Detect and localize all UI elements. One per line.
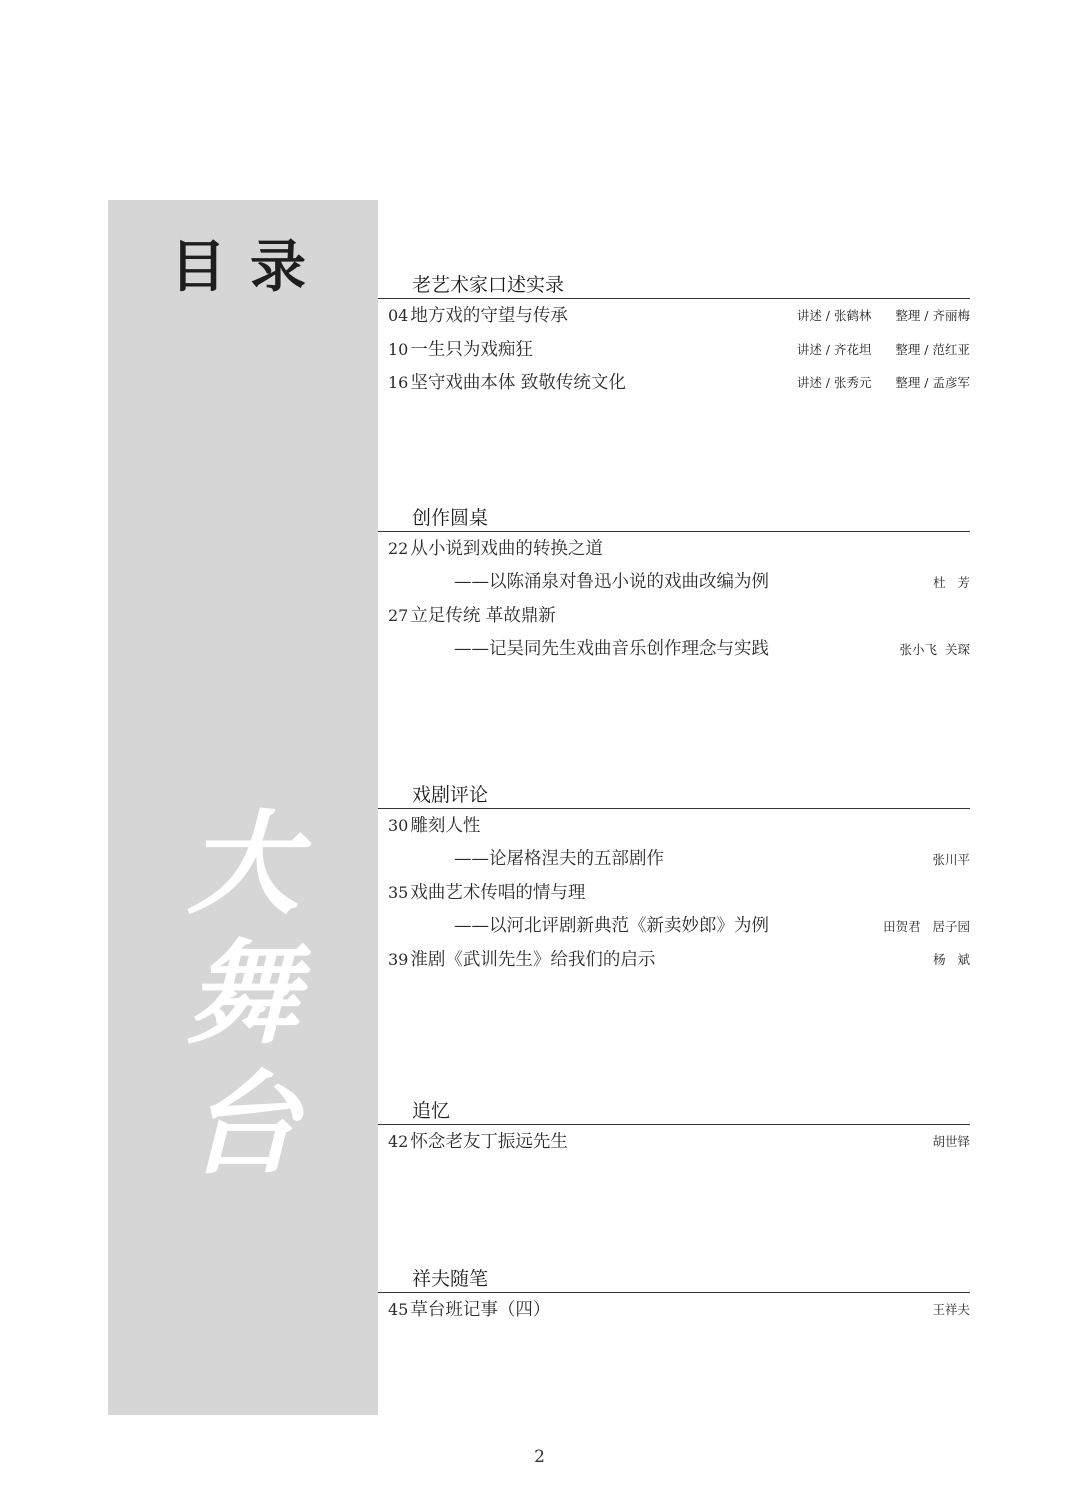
entry-page: 35: [388, 883, 409, 902]
magazine-brand: [178, 800, 308, 1190]
toc-entry[interactable]: [378, 366, 970, 400]
entry-title: 淮剧《武训先生》给我们的启示: [410, 950, 656, 970]
section-heading: 戏剧评论: [412, 784, 489, 806]
entry-authors: 田贺君 居子园: [883, 918, 970, 934]
entry-subtitle: ——以河北评剧新典范《新卖妙郎》为例: [454, 915, 769, 936]
entry-title: 地方戏的守望与传承: [410, 306, 568, 326]
section-heading: 创作圆桌: [412, 507, 489, 529]
entry-page: 30: [388, 816, 409, 835]
toc-entry[interactable]: [378, 599, 970, 633]
toc-entry[interactable]: [378, 1125, 970, 1159]
toc-entry-subtitle[interactable]: [378, 843, 970, 877]
entry-page: 22: [388, 539, 409, 558]
entry-authors: 张川平: [932, 851, 970, 867]
entry-authors: 王祥夫: [932, 1302, 970, 1317]
section-heading: 老艺术家口述实录: [412, 274, 565, 296]
section-heading: 追忆: [412, 1100, 451, 1122]
entry-page: 16: [388, 373, 409, 392]
brand-char: 大: [187, 799, 299, 930]
entry-title: 戏曲艺术传唱的情与理: [410, 883, 586, 903]
section-memories: [378, 1098, 970, 1159]
toc-entry[interactable]: [378, 333, 970, 367]
entry-page: 10: [388, 339, 409, 359]
toc-entry[interactable]: [378, 299, 970, 333]
section-heading: 祥夫随笔: [412, 1268, 489, 1290]
section-xiangfu-essays: [378, 1266, 970, 1327]
entry-page: 04: [388, 306, 409, 325]
entry-title: 怀念老友丁振远先生: [410, 1132, 568, 1152]
entry-page: 42: [388, 1132, 409, 1151]
entry-authors: 胡世铎: [932, 1134, 970, 1149]
brand-char: 舞: [187, 929, 299, 1060]
entry-page: 45: [388, 1300, 409, 1319]
section-creation-roundtable: [378, 505, 970, 666]
toc-entry[interactable]: [378, 809, 970, 843]
toc-entry[interactable]: [378, 943, 970, 977]
section-drama-review: [378, 782, 970, 977]
toc-entry-subtitle[interactable]: [378, 633, 970, 667]
toc-entry-subtitle[interactable]: [378, 566, 970, 600]
entry-title: 坚守戏曲本体 致敬传统文化: [410, 373, 626, 393]
entry-authors: 杜 芳: [933, 574, 970, 590]
entry-authors: 讲述 / 张秀元 整理 / 孟彦军: [796, 375, 970, 390]
entry-authors: 杨 斌: [933, 952, 970, 967]
toc-title: 目录: [170, 235, 330, 300]
entry-title: 一生只为戏痴狂: [410, 339, 533, 360]
entry-title: 立足传统 革故鼎新: [410, 606, 556, 626]
entry-title: 草台班记事（四）: [410, 1300, 551, 1320]
entry-subtitle: ——记吴同先生戏曲音乐创作理念与实践: [454, 638, 769, 659]
entry-title: 从小说到戏曲的转换之道: [410, 539, 603, 559]
entry-authors: 讲述 / 张鹤林 整理 / 齐丽梅: [796, 308, 970, 323]
entry-authors: 讲述 / 齐花坦 整理 / 范红亚: [796, 341, 970, 357]
entry-page: 39: [388, 950, 409, 969]
brand-char: 台: [187, 1059, 299, 1190]
toc-entry[interactable]: [378, 876, 970, 910]
page-number: 2: [534, 1447, 545, 1467]
entry-subtitle: ——论屠格涅夫的五部剧作: [454, 848, 664, 869]
toc-entry[interactable]: [378, 1293, 970, 1327]
entry-subtitle: ——以陈涌泉对鲁迅小说的戏曲改编为例: [454, 571, 769, 592]
toc-entry-subtitle[interactable]: [378, 910, 970, 944]
section-oral-history: [378, 272, 970, 400]
entry-page: 27: [388, 606, 409, 625]
entry-title: 雕刻人性: [410, 816, 481, 836]
toc-entry[interactable]: [378, 532, 970, 566]
entry-authors: 张小飞 关琛: [899, 641, 970, 657]
